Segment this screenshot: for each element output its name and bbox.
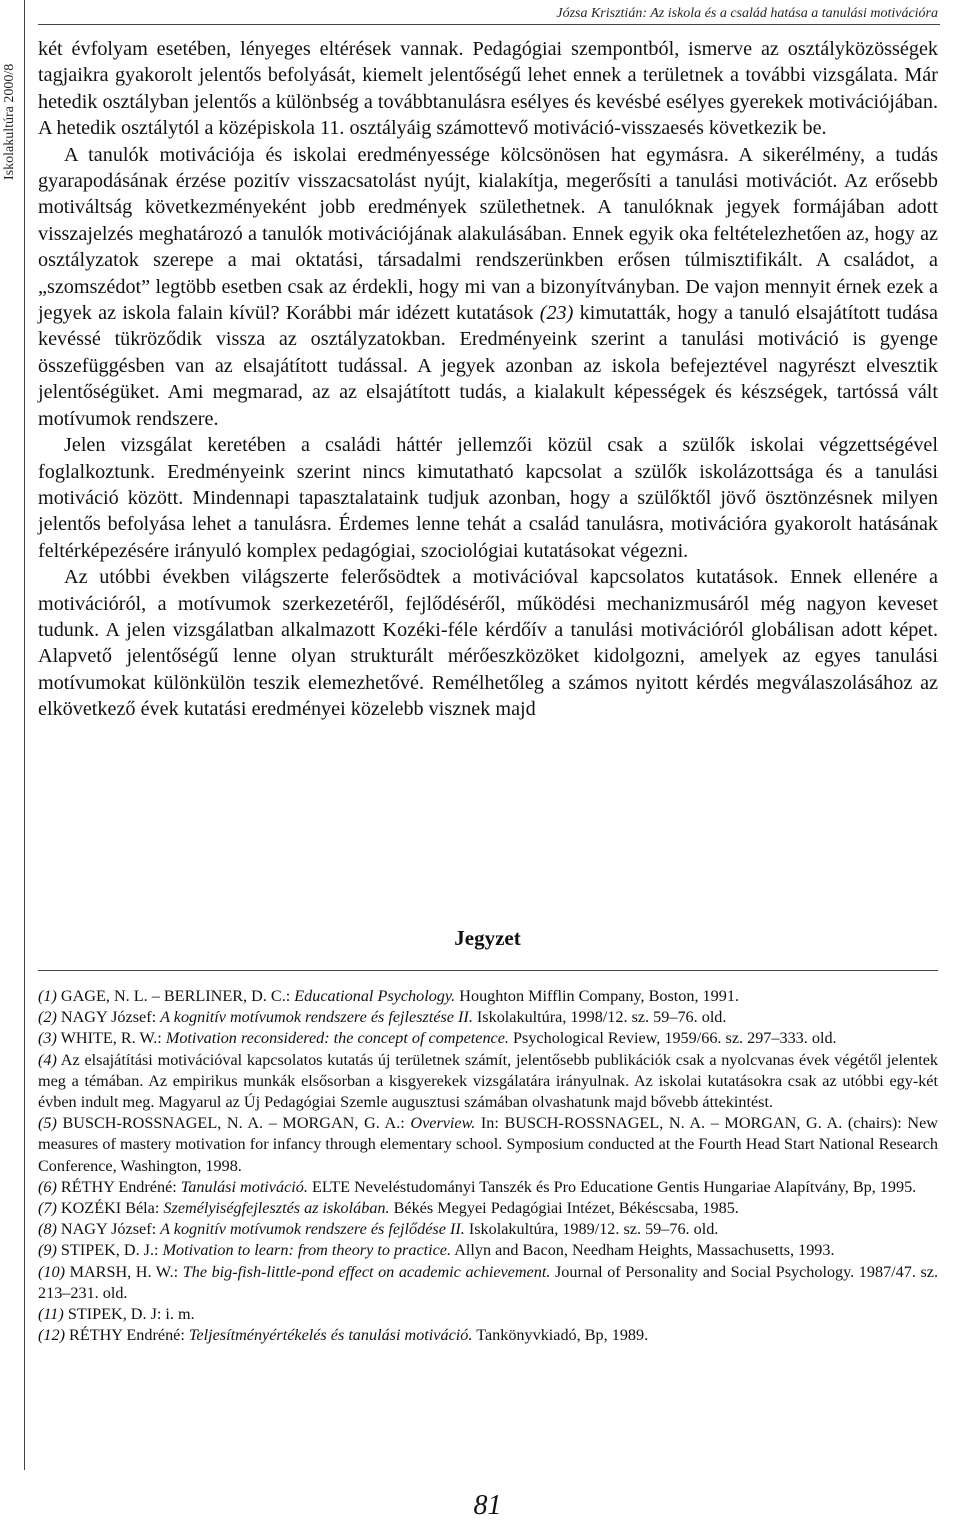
- note-item: [38, 1304, 938, 1325]
- note-rest: Iskolakultúra, 1998/12. sz. 59–76. old.: [476, 1008, 727, 1027]
- paragraph-3: Jelen vizsgálat keretében a családi háttér jellemzői közül csak a szülők iskolai végzettségével foglalkoztunk. Eredményeink szerint nincs kimutatható kapcsolat a szülők iskolázottsága és a tanulási motiváció között. Mindennapi tapasztalataink tudjuk azonban, hogy a szülőktől jövő ösztönzésnek milyen jelentős befolyása lehet a tanulásra. Érdemes lenne tehát a család tanulásra, motivációra gyakorolt hatásának feltérképezésére irányuló komplex pedagógiai, szociológiai kutatásokat végezni.: [38, 434, 938, 562]
- note-rest: ELTE Neveléstudományi Tanszék és Pro Educatione Gentis Hungariae Alapítvány, Bp, 1995.: [311, 1177, 917, 1196]
- paragraph-2: [38, 142, 938, 432]
- paragraph-2-text: A tanulók motivációja és iskolai eredményessége kölcsönösen hat egymásra. A sikerélmény, a tudás gyarapodásának érzése pozitív visszacsatolást nyújt, kialakítja, megerősíti a tanulási motivációt. Az erősebb motiváltság következményeként jobb eredmények születhetnek. A tanulóknak jegyek formájában adott visszajelzés meghatározó a tanulók motivációjának alakulásában. Ennek egyik oka feltételezhetően az, hogy az osztályzatok szerepe a mai oktatási, társadalmi rendszerünkben erősen túlmisztifikált. A családot, a „szomszédot” legtöbb esetben csak az érdekli, hogy mi van a bizonyítványban. De vajon mennyit érnek ezek a jegyek az iskola falain kívül? Korábbi már idézett kutatások: [38, 143, 938, 325]
- notes-divider: [38, 970, 938, 971]
- note-item: [38, 1177, 938, 1198]
- note-rest: Tankönyvkiadó, Bp, 1989.: [476, 1326, 649, 1345]
- note-item: [38, 1050, 938, 1114]
- header-divider: [38, 24, 940, 25]
- note-item: [38, 1262, 938, 1304]
- note-number: (6): [38, 1177, 57, 1196]
- note-title: Educational Psychology.: [294, 987, 456, 1005]
- note-number: (2): [38, 1008, 57, 1027]
- note-number: (9): [38, 1241, 57, 1260]
- note-title: The big-fish-little-pond effect on academic achievement.: [182, 1262, 551, 1281]
- note-item: [38, 1219, 938, 1240]
- note-item: [38, 1007, 938, 1028]
- note-title: Motivation to learn: from theory to practice.: [162, 1241, 452, 1260]
- note-author: GAGE, N. L. – BERLINER, D. C.:: [60, 987, 291, 1005]
- note-author: KOZÉKI Béla:: [60, 1199, 160, 1218]
- note-number: (4): [38, 1050, 57, 1069]
- note-author: STIPEK, D. J.:: [60, 1241, 159, 1260]
- note-author: NAGY József:: [60, 1220, 157, 1239]
- note-author: RÉTHY Endréné:: [69, 1326, 185, 1345]
- note-rest: Psychological Review, 1959/66. sz. 297–333. old.: [513, 1029, 837, 1048]
- note-number: (1): [38, 987, 57, 1005]
- note-number: (3): [38, 1029, 57, 1048]
- note-item: [38, 1028, 938, 1049]
- note-author: MARSH, H. W.:: [69, 1262, 179, 1281]
- note-number: (7): [38, 1199, 57, 1218]
- note-author: BUSCH-ROSSNAGEL, N. A. – MORGAN, G. A.:: [62, 1114, 405, 1133]
- note-author: NAGY József:: [60, 1008, 157, 1027]
- note-rest: Békés Megyei Pedagógiai Intézet, Békéscsaba, 1985.: [393, 1199, 739, 1218]
- note-number: (5): [38, 1114, 57, 1133]
- note-rest: Iskolakultúra, 1989/12. sz. 59–76. old.: [468, 1220, 719, 1239]
- note-title: Személyiségfejlesztés az iskolában.: [163, 1199, 390, 1218]
- paragraph-1: két évfolyam esetében, lényeges eltérések vannak. Pedagógiai szempontból, ismerve az osztályközösségek tagjaikra gyakorolt jelentős befolyását, kiemelt jelentőségű lehet ennek a területnek a további vizsgálata. Már hetedik osztályban jelentős a különbség a továbbtanulásra esélyes és kevésbé esélyes gyerekek motivációjában. A hetedik osztálytól a középiskola 11. osztályáig számottevő motiváció-visszaesés következik be.: [38, 38, 938, 140]
- body-text: [38, 36, 938, 723]
- note-item: [38, 1325, 938, 1346]
- note-item: [38, 1198, 938, 1219]
- page-number: 81: [473, 1490, 502, 1521]
- reference-marker: (23): [539, 302, 574, 325]
- note-number: (10): [38, 1262, 65, 1281]
- note-title: Teljesítményértékelés és tanulási motiváció.: [188, 1326, 473, 1345]
- journal-label: Iskolakultúra 2000/8: [2, 63, 17, 180]
- note-item: [38, 986, 938, 1007]
- note-rest: Houghton Mifflin Company, Boston, 1991.: [459, 987, 739, 1005]
- note-author: WHITE, R. W.:: [60, 1029, 162, 1048]
- notes-list: [38, 986, 938, 1346]
- note-rest: Az elsajátítási motivációval kapcsolatos kutatás új területnek számít, jelentősebb publikációk csak a nyolcvanas évek végétől jelentek meg a témában. Az empirikus munkák elsősorban a kisgyerekek vizsgálatára irányulnak. Az iskolai kutatásokra csak az utóbbi egy-két évben indult meg. Magyarul az Új Pedagógiai Szemle augusztusi számában olvashatunk majd bővebb áttekintést.: [38, 1050, 938, 1112]
- note-item: [38, 1240, 938, 1261]
- note-title: Motivation reconsidered: the concept of competence.: [165, 1029, 509, 1048]
- note-number: (12): [38, 1326, 65, 1345]
- note-rest: In: BUSCH-ROSSNAGEL, N. A. – MORGAN, G. A. (chairs): New measures of mastery motivation for infancy through elementary school. Symposium conducted at the Fourth Head Start National Research Conference, Washington, 1998.: [38, 1114, 938, 1175]
- note-number: (8): [38, 1220, 57, 1239]
- note-title: Tanulási motiváció.: [180, 1177, 308, 1196]
- note-title: Overview.: [410, 1114, 476, 1133]
- note-author: RÉTHY Endréné:: [60, 1177, 177, 1196]
- running-header: Józsa Krisztián: Az iskola és a család hatása a tanulási motivációra: [556, 6, 938, 21]
- paragraph-2-cont: kimutatták, hogy a tanuló elsajátított tudása kevéssé tükröződik vissza az osztályzatokban. Eredményeink szerint a tanulási motiváció is gyenge összefüggésben van az elsajátított tudással. A jegyek azonban az iskola befejeztével nagyrészt elvesztik jelentőségüket. Ami megmarad, az az elsajátított tudás, a kialakult képességek és készségek, tartóssá vált motívumok rendszere.: [38, 302, 938, 430]
- note-item: [38, 1113, 938, 1177]
- notes-heading: Jegyzet: [454, 926, 521, 950]
- sidebar-strip: [0, 0, 25, 1470]
- paragraph-4: Az utóbbi években világszerte felerősödtek a motivációval kapcsolatos kutatások. Ennek ellenére a motivációról, a motívumok szerkezetéről, fejlődéséről, működési mechanizmusáról még nagyon keveset tudunk. A jelen vizsgálatban alkalmazott Kozéki-féle kérdőív a tanulási motivációról globálisan adott képet. Alapvető jelentőségű lenne olyan strukturált mérőeszközöket kidolgozni, amelyek az egyes tanulási motívumokat különkülön teszik elemezhetővé. Remélhetőleg a számos nyitott kérdés megválaszolásához az elkövetkező évek kutatási eredményei közelebb visznek majd: [38, 566, 938, 721]
- note-author: STIPEK, D. J: i. m.: [67, 1305, 195, 1324]
- note-rest: Allyn and Bacon, Needham Heights, Massachusetts, 1993.: [454, 1241, 835, 1260]
- note-number: (11): [38, 1305, 64, 1324]
- note-title: A kognitív motívumok rendszere és fejlődése II.: [160, 1220, 465, 1239]
- note-rest: Journal of Personality and Social Psychology. 1987/47. sz. 213–231. old.: [38, 1262, 939, 1302]
- note-title: A kognitív motívumok rendszere és fejlesztése II.: [160, 1008, 473, 1027]
